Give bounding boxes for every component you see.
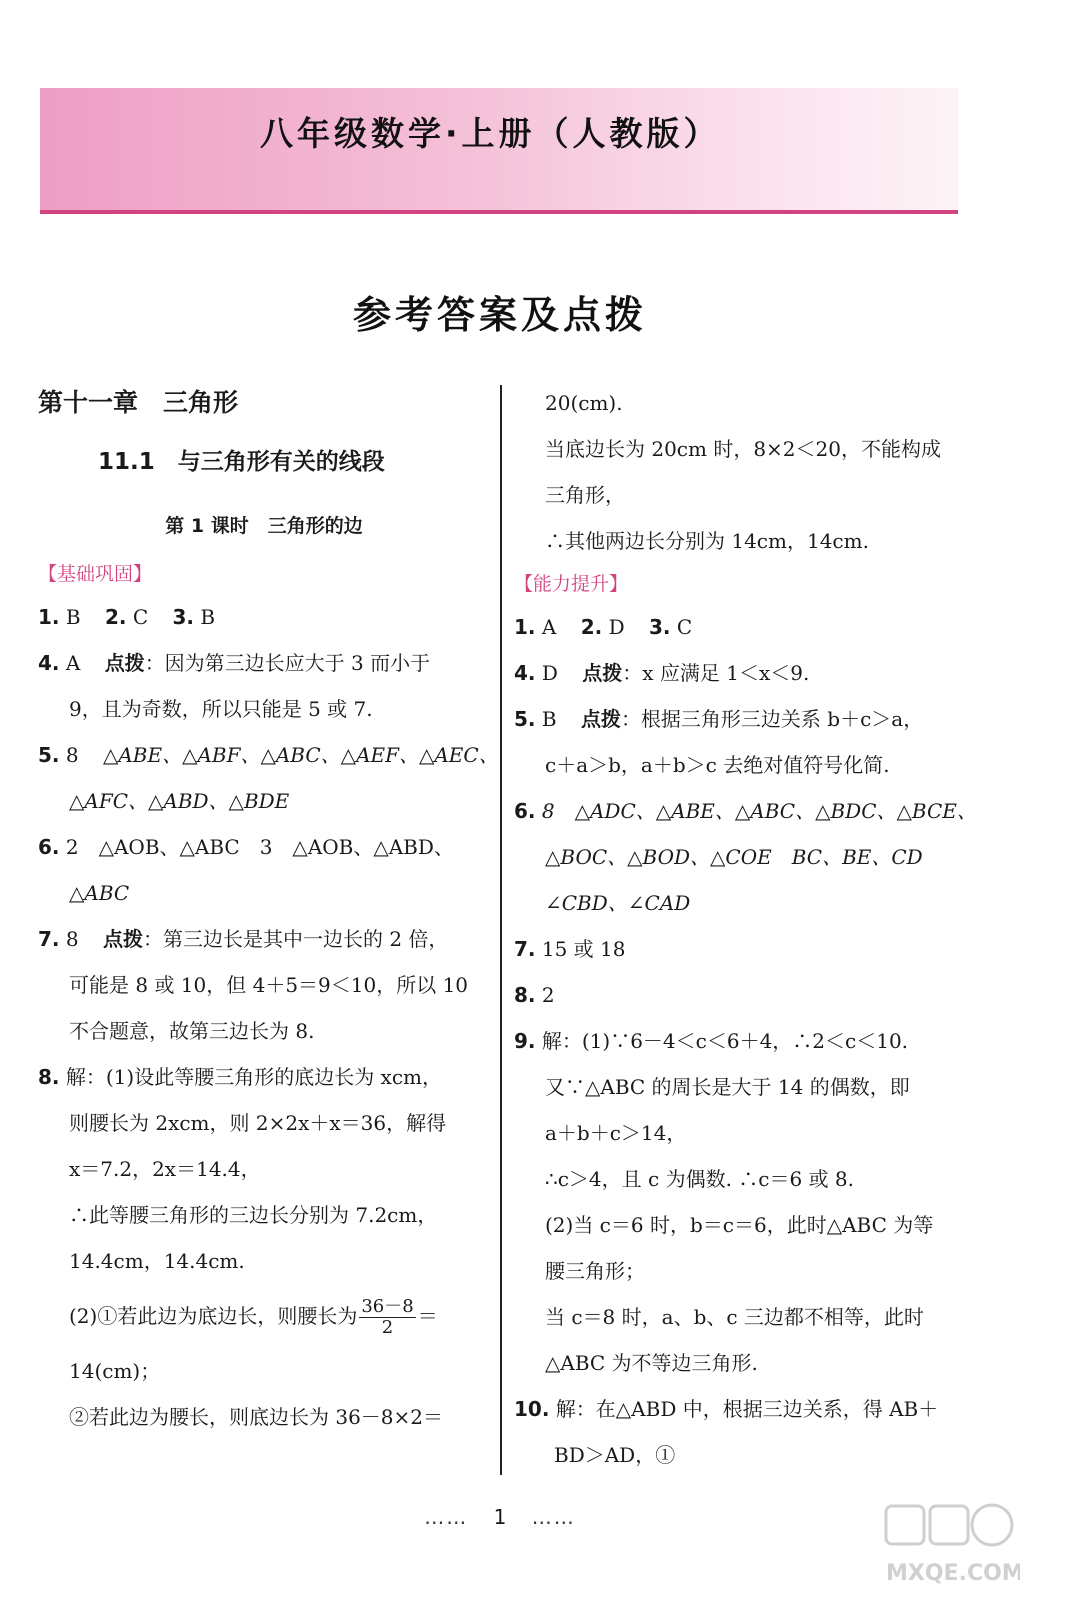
- answer-line: △AFC、△ABD、△BDE: [69, 789, 290, 813]
- book-title: 八年级数学·上册（人教版）: [260, 114, 721, 153]
- header-rule: [40, 210, 958, 214]
- answer-line: 9. 解：(1)∵6－4＜c＜6＋4，∴2＜c＜10.: [514, 1029, 909, 1053]
- answer-line: 4. A 点拨：因为第三边长应大于 3 而小于: [38, 651, 431, 675]
- answer-line: 8. 解：(1)设此等腰三角形的底边长为 xcm，: [38, 1065, 443, 1089]
- answer-line: △ABC 为不等边三角形.: [545, 1351, 758, 1375]
- section-heading: 11.1 与三角形有关的线段: [98, 449, 385, 475]
- answer-line: 14.4cm，14.4cm.: [69, 1249, 245, 1273]
- answer-line: ∴其他两边长分别为 14cm，14cm.: [545, 529, 869, 553]
- lesson-heading: 第 1 课时 三角形的边: [165, 515, 363, 537]
- answer-line: 不合题意，故第三边长为 8.: [69, 1019, 315, 1043]
- tag-basic: 【基础巩固】: [38, 563, 153, 585]
- answer-line: 腰三角形；: [545, 1259, 645, 1283]
- answer-line: 7. 8 点拨：第三边长是其中一边长的 2 倍，: [38, 927, 449, 951]
- answer-line: 10. 解：在△ABD 中，根据三边关系，得 AB＋: [514, 1397, 939, 1421]
- answer-line: ∠CBD、∠CAD: [545, 891, 691, 915]
- answer-line: ∴此等腰三角形的三边长分别为 7.2cm，: [69, 1203, 438, 1227]
- left-column: [38, 380, 499, 1440]
- answer-line: c＋a＞b，a＋b＞c 去绝对值符号化简.: [545, 753, 890, 777]
- answer-line: 5. B 点拨：根据三角形三边关系 b＋c＞a，: [514, 707, 924, 731]
- answer-line: 5. 8 △ABE、△ABF、△ABC、△AEF、△AEC、: [38, 743, 499, 767]
- page-title: 参考答案及点拨: [352, 293, 647, 337]
- answer-line: (2)当 c＝6 时，b＝c＝6，此时△ABC 为等: [545, 1213, 934, 1237]
- answer-line: 1. B 2. C 3. B: [38, 605, 216, 629]
- answer-line: 7. 15 或 18: [514, 937, 626, 961]
- answer-line: 6. 8 △ADC、△ABE、△ABC、△BDC、△BCE、: [514, 799, 977, 823]
- answer-line: 当底边长为 20cm 时，8×2＜20，不能构成: [545, 437, 941, 461]
- answer-line: △BOC、△BOD、△COE BC、BE、CD: [545, 845, 923, 869]
- answer-line: 当 c＝8 时，a、b、c 三边都不相等，此时: [545, 1305, 924, 1329]
- right-column: [514, 380, 977, 1478]
- answer-line: 14(cm)；: [69, 1359, 161, 1383]
- watermark-logo: [880, 1500, 1020, 1590]
- answer-line: (2)①若此边为底边长，则腰长为 $\frac{36-8}{2}$ ＝: [69, 1296, 438, 1338]
- column-divider: [500, 385, 502, 1475]
- answer-line: 9，且为奇数，所以只能是 5 或 7.: [69, 697, 373, 721]
- answer-line: 又∵△ABC 的周长是大于 14 的偶数，即: [545, 1075, 910, 1099]
- chapter-heading: 第十一章 三角形: [38, 388, 239, 417]
- page-number: 1: [493, 1505, 507, 1529]
- answer-line: 4. D 点拨：x 应满足 1＜x＜9.: [514, 661, 810, 685]
- answer-line: ∴c＞4，且 c 为偶数. ∴c＝6 或 8.: [545, 1167, 855, 1191]
- answer-line: BD＞AD，①: [554, 1443, 676, 1467]
- answer-line: 三角形，: [545, 483, 625, 507]
- tag-advanced: 【能力提升】: [514, 573, 629, 595]
- answer-line: ②若此边为腰长，则底边长为 36－8×2＝: [69, 1405, 444, 1429]
- answer-line: 可能是 8 或 10，但 4＋5＝9＜10，所以 10: [69, 973, 469, 997]
- svg-text:MXQE.COM: MXQE.COM: [886, 1561, 1020, 1586]
- answer-line: 1. A 2. D 3. C: [514, 615, 693, 639]
- answer-line: 6. 2 △AOB、△ABC 3 △AOB、△ABD、: [38, 835, 454, 859]
- fraction: $\frac{36-8}{2}$: [361, 1296, 414, 1338]
- answer-line: x＝7.2，2x＝14.4，: [69, 1157, 261, 1181]
- answer-line: △ABC: [69, 881, 130, 905]
- answer-line: a＋b＋c＞14，: [545, 1121, 687, 1145]
- page-footer: …… 1 ……: [424, 1505, 576, 1529]
- answer-line: 则腰长为 2xcm，则 2×2x＋x＝36，解得: [69, 1111, 447, 1135]
- answer-line: 8. 2: [514, 983, 555, 1007]
- answer-line: 20(cm).: [545, 391, 623, 415]
